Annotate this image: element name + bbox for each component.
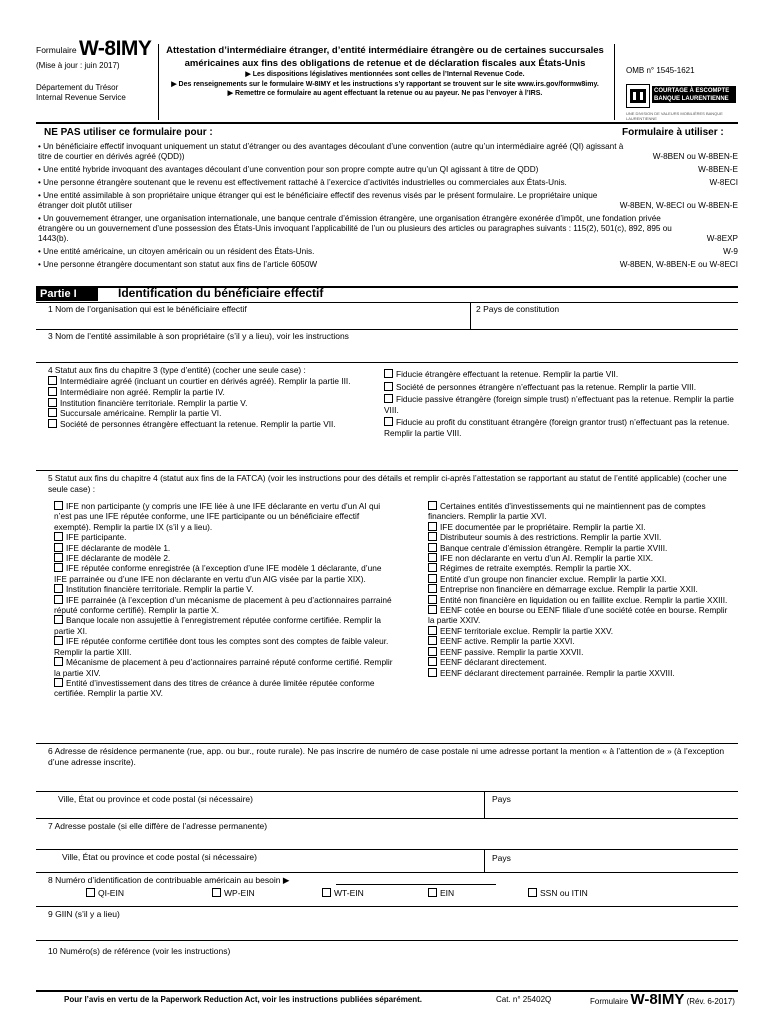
checkbox[interactable] — [54, 543, 63, 552]
checkbox[interactable] — [54, 636, 63, 645]
checkbox[interactable] — [428, 605, 437, 614]
line9-label: 9 GIIN (s’il y a lieu) — [48, 909, 120, 919]
option-text: Banque locale non assujettie à l’enregistrement réputée conforme certifiée. Remplir la partie XI. — [54, 615, 381, 636]
option-text: Société de personnes étrangère n’effectuant pas la retenue. Remplir la partie VIII. — [396, 381, 697, 392]
item-form: W-8EXP — [706, 234, 738, 243]
ein-option-ein[interactable] — [428, 888, 454, 899]
country-label: Pays — [492, 853, 511, 863]
form-id-block — [36, 37, 156, 103]
checkbox[interactable] — [428, 532, 437, 541]
checkbox[interactable] — [54, 678, 63, 687]
reference-number-field[interactable] — [48, 958, 734, 972]
option-text: Intermédiaire agréé (incluant un courtier en dérivés agréé). Remplir la partie III. — [60, 375, 351, 386]
line4-option[interactable] — [48, 376, 378, 387]
option-text: Institution financière territoriale. Remplir la partie V. — [66, 584, 254, 595]
checkbox[interactable] — [428, 501, 437, 510]
footer-form-label: Formulaire — [590, 997, 629, 1006]
city-label: Ville, État ou province et code postal (si nécessaire) — [58, 794, 253, 804]
checkbox[interactable] — [48, 408, 57, 417]
ein-option-ssn[interactable] — [528, 888, 588, 899]
line5-option[interactable] — [54, 543, 394, 553]
option-text: Institution financière territoriale. Remplir la partie V. — [60, 397, 248, 408]
option-text: SSN ou ITIN — [540, 888, 588, 898]
option-text: Mécanisme de placement à peu d’actionnaires parrainé réputé conforme certifié. Remplir la partie XIV. — [54, 657, 393, 678]
option-text: Entité non financière en liquidation ou en faillite exclue. Remplir la partie XXIII. — [440, 594, 728, 605]
checkbox[interactable] — [54, 615, 63, 624]
line10-label: 10 Numéro(s) de référence (voir les instructions) — [48, 946, 231, 956]
logo-icon — [626, 84, 650, 108]
line5-option[interactable] — [428, 563, 736, 573]
item-text: • Une personne étrangère documentant son statut aux fins de l’article 6050W — [38, 260, 318, 269]
line5-left — [54, 501, 394, 699]
ein-option-wt[interactable] — [322, 888, 364, 899]
option-text: EENF déclarant directement parrainée. Remplir la partie XXVIII. — [440, 667, 675, 678]
option-text: IFE parrainée (à l’exception d’un mécanisme de placement à peu d’actionnaires parrainé réputé conforme certifié). Remplir la partie X. — [54, 594, 392, 616]
line8-label: 8 Numéro d’identification de contribuable américain au besoin ▶ — [48, 875, 290, 885]
option-text: Société de personnes étrangère effectuant la retenue. Remplir la partie VII. — [60, 418, 336, 429]
checkbox[interactable] — [428, 626, 437, 635]
part-label: Partie I — [36, 287, 98, 301]
line4-option[interactable] — [384, 369, 736, 380]
option-text: EENF passive. Remplir la partie XXVII. — [440, 646, 584, 657]
form-to-use-heading: Formulaire à utiliser : — [622, 127, 724, 138]
line5-option[interactable] — [428, 636, 736, 646]
line5-option[interactable] — [54, 657, 394, 678]
permanent-address-field[interactable] — [48, 770, 734, 788]
item-form: W-8ECI — [709, 178, 738, 187]
list-item — [38, 247, 738, 257]
item-text: • Une personne étrangère soutenant que le revenu est effectivement rattaché à l’exercice d’activités industrielles ou commerciales aux États-Unis. — [38, 178, 567, 187]
checkbox[interactable] — [384, 369, 393, 378]
subtitle-2: ▶ Des renseignements sur le formulaire W-8IMY et les instructions s’y rapportant se trouvent sur le site www.irs.gov/formw8imy. — [171, 80, 599, 88]
line5-option[interactable] — [54, 563, 394, 584]
line5-option[interactable] — [428, 543, 736, 553]
line5-option[interactable] — [428, 553, 736, 563]
logo-text: COURTAGE À ESCOMPTE BANQUE LAURENTIENNE — [652, 86, 736, 103]
line1-label: 1 Nom de l’organisation qui est le bénéficiaire effectif — [48, 304, 247, 314]
line5-option[interactable] — [54, 636, 394, 657]
line5-option[interactable] — [428, 647, 736, 657]
line5-option[interactable] — [54, 678, 394, 699]
line5-option[interactable] — [54, 553, 394, 563]
checkbox[interactable] — [384, 394, 393, 403]
checkbox[interactable] — [54, 584, 63, 593]
item-form: W-8BEN, W-8BEN-E ou W-8ECI — [619, 260, 738, 269]
revision-date: (Mise à jour : juin 2017) — [36, 61, 120, 70]
item-form: W-9 — [723, 247, 738, 256]
country-field[interactable] — [476, 315, 734, 327]
line5-right — [428, 501, 736, 678]
checkbox[interactable] — [54, 501, 63, 510]
giin-field[interactable] — [48, 921, 734, 935]
line4-left — [48, 365, 378, 430]
item-text: • Une entité assimilable à son propriétaire unique étranger qui est le bénéficiaire effectif des revenus visés par le présent formulaire. Le propriétaire unique étranger doit plutôt utiliser — [38, 191, 598, 210]
option-text: Distributeur soumis à des restrictions. Remplir la partie XVII. — [440, 532, 662, 543]
option-text: EENF cotée en bourse ou EENF filiale d’une société cotée en bourse. Remplir la partie XXIV. — [428, 605, 728, 626]
line4-option[interactable] — [384, 394, 736, 415]
line5-option[interactable] — [54, 501, 394, 532]
checkbox[interactable] — [528, 888, 537, 897]
line5-option[interactable] — [54, 595, 394, 616]
option-text: Fiducie passive étrangère (foreign simple trust) n’effectuant pas la retenue. Remplir la partie VIII. — [384, 394, 734, 415]
ein-option-qi[interactable] — [86, 888, 124, 899]
option-text: QI-EIN — [98, 888, 124, 898]
checkbox[interactable] — [54, 532, 63, 541]
list-item — [38, 260, 738, 270]
line6-label: 6 Adresse de résidence permanente (rue, app. ou bur., route rurale). Ne pas inscrire de numéro de case postale ni ume adresse portant la mention « à l’attention de » (à l’exception d’une adresse inscrite). — [48, 746, 725, 767]
org-name-field[interactable] — [48, 315, 466, 327]
checkbox[interactable] — [384, 382, 393, 391]
option-text: IFE non déclarante en vertu d’un AI. Remplir la partie XIX. — [440, 553, 654, 564]
checkbox[interactable] — [428, 595, 437, 604]
option-text: Entité d’investissement dans des titres de créance à durée limitée réputée conforme certifiée. Remplir la partie XV. — [54, 677, 375, 699]
title-line1: Attestation d’intermédiaire étranger, d’entité intermédiaire étrangère ou de certaines succursales — [166, 45, 604, 56]
option-text: IFE documentée par le propriétaire. Remplir la partie XI. — [440, 521, 646, 532]
checkbox[interactable] — [54, 563, 63, 572]
option-text: EIN — [440, 888, 455, 898]
line4-option[interactable] — [48, 398, 378, 409]
do-not-use-heading: NE PAS utiliser ce formulaire pour : — [44, 127, 213, 138]
item-form: W-8BEN-E — [698, 165, 738, 174]
option-text: Succursale américaine. Remplir la partie VI. — [60, 408, 222, 419]
item-text: • Une entité hybride invoquant des avantages découlant d’une convention pour son propre compte autre qu’un QI agissant à titre de QDD) — [38, 165, 539, 174]
option-text: EENF territoriale exclue. Remplir la partie XXV. — [440, 625, 614, 636]
option-text: IFE déclarante de modèle 2. — [66, 553, 171, 564]
subtitle-1: ▶ Les dispositions législatives mentionnées sont celles de l’Internal Revenue Code. — [245, 71, 525, 78]
option-text: Entreprise non financière en démarrage exclue. Remplir la partie XXII. — [440, 584, 698, 595]
checkbox[interactable] — [428, 668, 437, 677]
option-text: Fiducie au profit du constituant étrangère (foreign grantor trust) n’effectuant pas la retenue. Remplir la partie VIII. — [384, 417, 730, 438]
item-text: • Un gouvernement étranger, une organisation internationale, une banque centrale d’émission étrangère, une organisation étrangère exonérée d’impôt, une fondation privée étrangère ou un gouvernement d’une possession des États-Unis invoquant l’applicabilité de l’un ou plusieurs des articles ou paragraphes suivants : 115(2), 501(c), 892, 895 ou 1443(b). — [38, 214, 672, 243]
line4-option[interactable] — [384, 417, 736, 438]
checkbox[interactable] — [428, 888, 437, 897]
checkbox[interactable] — [428, 543, 437, 552]
formulaire-label: Formulaire — [36, 45, 77, 55]
line5-option[interactable] — [428, 522, 736, 532]
list-item — [38, 214, 738, 244]
footer-form-number: W-8IMY — [630, 991, 685, 1008]
checkbox[interactable] — [428, 574, 437, 583]
item-form: W-8BEN, W-8ECI ou W-8BEN-E — [619, 201, 738, 210]
line4-option[interactable] — [48, 419, 378, 430]
line5-option[interactable] — [428, 626, 736, 636]
checkbox[interactable] — [54, 595, 63, 604]
option-text: Certaines entités d’investissements qui ne maintiennent pas de comptes financiers. Remplir la partie XVI. — [428, 501, 706, 522]
option-text: IFE réputée conforme certifiée dont tous les comptes sont des comptes de faible valeur. Remplir la partie XIII. — [54, 636, 389, 657]
checkbox[interactable] — [54, 553, 63, 562]
line5-option[interactable] — [54, 532, 394, 542]
line3-label: 3 Nom de l’entité assimilable à son propriétaire (s’il y a lieu), voir les instructions — [48, 331, 349, 341]
line5-option[interactable] — [428, 657, 736, 667]
line2-label: 2 Pays de constitution — [476, 304, 560, 314]
checkbox[interactable] — [428, 522, 437, 531]
line5-heading: 5 Statut aux fins du chapitre 4 (statut aux fins de la FATCA) (voir les instructions pour des détails et remplir ci-après l’attestation se rapportant au statut de l’entité applicable) (cocher une seule case) : — [48, 473, 727, 494]
option-text: Fiducie étrangère effectuant la retenue. Remplir la partie VII. — [396, 369, 619, 379]
item-text: • Une entité américaine, un citoyen américain ou un résident des États-Unis. — [38, 247, 315, 256]
country-label: Pays — [492, 794, 511, 804]
line5-option[interactable] — [428, 574, 736, 584]
checkbox[interactable] — [212, 888, 221, 897]
paperwork-notice: Pour l’avis en vertu de la Paperwork Reduction Act, voir les instructions publiées séparément. — [64, 995, 423, 1004]
logo-small-text: UNE DIVISION DE VALEURS MOBILIÈRES BANQUE LAURENTIENNE — [626, 111, 723, 121]
line7-label: 7 Adresse postale (si elle diffère de l’adresse permanente) — [48, 821, 268, 831]
option-text: IFE réputée conforme enregistrée (à l’exception d’une IFE modèle 1 déclarante, d’une IFE parrainée ou d’une IFE non déclarante en vertu d’un AIG visée par la partie XIX). — [54, 563, 382, 584]
list-item — [38, 165, 738, 175]
form-number — [36, 37, 156, 60]
list-item — [38, 191, 738, 211]
subtitle-3: ▶ Remettre ce formulaire au agent effectuant la retenue ou au payeur. Ne pas l’envoyer à l’IRS. — [227, 90, 543, 97]
option-text: Régimes de retraite exemptés. Remplir la partie XX. — [440, 563, 632, 574]
ein-option-wp[interactable] — [212, 888, 255, 899]
checkbox[interactable] — [54, 657, 63, 666]
line4-option[interactable] — [48, 387, 378, 398]
checkbox[interactable] — [428, 553, 437, 562]
bank-logo — [626, 84, 736, 121]
option-text: Banque centrale d’émission étrangère. Remplir la partie XVIII. — [440, 542, 668, 553]
form-number-value: W-8IMY — [79, 37, 152, 60]
line5-option[interactable] — [428, 501, 736, 522]
option-text: Entité d’un groupe non financier exclue. Remplir la partie XXI. — [440, 573, 667, 584]
checkbox[interactable] — [428, 563, 437, 572]
checkbox[interactable] — [428, 657, 437, 666]
line5-option[interactable] — [428, 595, 736, 605]
checkbox[interactable] — [428, 636, 437, 645]
line5-option[interactable] — [428, 668, 736, 678]
item-form: W-8BEN ou W-8BEN-E — [652, 152, 738, 161]
disregarded-entity-field[interactable] — [48, 343, 734, 359]
catalog-number: Cat. n° 25402Q — [496, 995, 552, 1004]
city-label: Ville, État ou province et code postal (si nécessaire) — [62, 852, 257, 862]
option-text: EENF active. Remplir la partie XXVI. — [440, 636, 575, 647]
line5-option[interactable] — [54, 615, 394, 636]
checkbox[interactable] — [48, 387, 57, 396]
option-text: WP-EIN — [224, 888, 255, 898]
line4-right — [384, 369, 736, 439]
form-title — [160, 44, 610, 99]
do-not-use-list — [38, 142, 738, 273]
part-title: Identification du bénéficiaire effectif — [118, 286, 324, 300]
checkbox[interactable] — [322, 888, 331, 897]
checkbox[interactable] — [48, 376, 57, 385]
line5-option[interactable] — [54, 584, 394, 594]
footer-form-id — [590, 991, 735, 1008]
line5-option[interactable] — [428, 532, 736, 542]
line5-option[interactable] — [428, 605, 736, 626]
checkbox[interactable] — [48, 419, 57, 428]
line4-option[interactable] — [48, 408, 378, 419]
option-text: IFE non participante (y compris une IFE liée à une IFE déclarante en vertu d’un AI qui n’est pas une IFE réputée conforme, une IFE participante ou un bénéficiaire effectif exempté). Remplir la partie IX (s’il y a lieu). — [54, 501, 381, 532]
option-text: EENF déclarant directement. — [440, 657, 547, 668]
checkbox[interactable] — [428, 647, 437, 656]
line4-heading: 4 Statut aux fins du chapitre 3 (type d’entité) (cocher une seule case) : — [48, 365, 306, 375]
item-text: • Un bénéficiaire effectif invoquant uniquement un statut d’étranger ou des avantages découlant d’une convention (autre qu’un intermédiaire agréé (QI) agissant à titre de courtier en dérivés agréé (QDD)) — [38, 142, 624, 161]
mailing-address-field[interactable] — [48, 833, 734, 847]
omb-number: OMB n° 1545-1621 — [626, 66, 695, 75]
option-text: WT-EIN — [334, 888, 364, 898]
list-item — [38, 142, 738, 162]
footer-revision: (Rév. 6-2017) — [686, 997, 735, 1006]
department-line2: Internal Revenue Service — [36, 93, 126, 102]
country-field-6[interactable] — [492, 805, 732, 817]
checkbox[interactable] — [428, 584, 437, 593]
line5-option[interactable] — [428, 584, 736, 594]
list-item — [38, 178, 738, 188]
city-field[interactable] — [58, 805, 478, 817]
checkbox[interactable] — [48, 398, 57, 407]
title-line2: américaines aux fins des obligations de retenue et de déclaration fiscales aux États-Unis — [184, 58, 586, 69]
line4-option[interactable] — [384, 382, 736, 393]
option-text: IFE participante. — [66, 532, 127, 543]
option-text: Intermédiaire non agréé. Remplir la partie IV. — [60, 387, 225, 398]
checkbox[interactable] — [384, 417, 393, 426]
checkbox[interactable] — [86, 888, 95, 897]
department-line1: Département du Trésor — [36, 83, 119, 92]
option-text: IFE déclarante de modèle 1. — [66, 542, 171, 553]
